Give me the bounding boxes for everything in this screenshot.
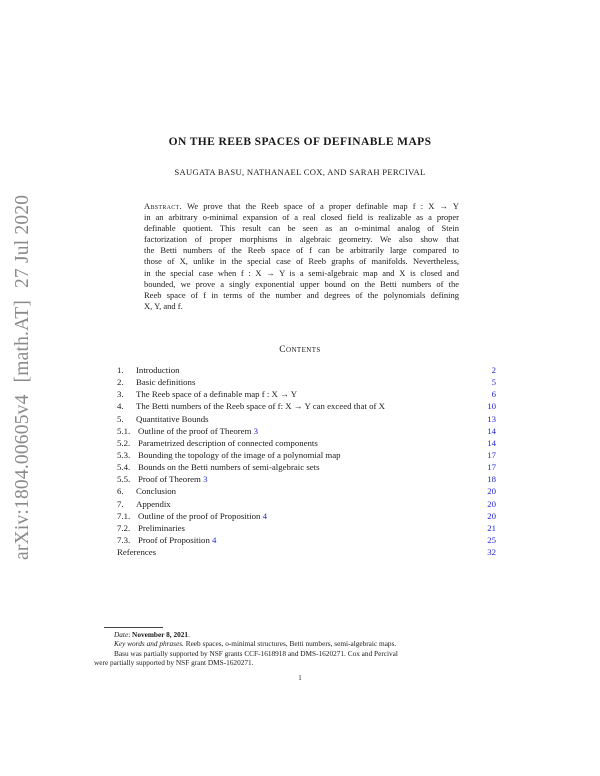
- toc-entry[interactable]: [117, 376, 496, 388]
- abstract-line: in an arbitrary o-minimal expansion of a real closed field is realizable as a proper: [144, 212, 459, 223]
- abstract-line: those of X, unlike in the special case of Reeb graphs of manifolds. Nevertheless,: [144, 256, 459, 267]
- paper-title: ON THE REEB SPACES OF DEFINABLE MAPS: [168, 136, 432, 148]
- toc-entry-number: 7.: [117, 498, 124, 509]
- toc-page-link[interactable]: 32: [487, 547, 496, 558]
- toc-entry[interactable]: [117, 437, 496, 449]
- footnote-funding-cont: were partially supported by NSF grant DMS-1620271.: [94, 658, 254, 668]
- abstract-line: X, Y, and f.: [144, 300, 183, 311]
- toc-entry-number: 5.3.: [117, 449, 131, 460]
- toc-entry[interactable]: [117, 425, 496, 437]
- abstract-label: Abstract.: [144, 201, 182, 211]
- toc-entry-title: Proof of Proposition 4: [138, 534, 217, 545]
- toc-page-link[interactable]: 20: [487, 498, 496, 509]
- footnote-date: Date: November 8, 2021.: [114, 630, 190, 639]
- toc-entry-title: The Reeb space of a definable map f : X → Y: [136, 389, 298, 400]
- abstract-line: in the special case when f : X → Y is a semi-algebraic map and X is closed and: [144, 267, 459, 278]
- toc-entry-title: Introduction: [136, 365, 180, 375]
- arxiv-category: [math.AT]: [12, 299, 33, 383]
- cross-reference-link[interactable]: 3: [253, 425, 259, 436]
- abstract-line: bounded, we prove a singly exponential upper bound on the Betti numbers of the: [144, 278, 459, 289]
- toc-entry-title: Quantitative Bounds: [136, 413, 209, 424]
- toc-entry[interactable]: [117, 400, 496, 412]
- toc-page-link[interactable]: 6: [491, 389, 496, 400]
- toc-page-link[interactable]: 17: [487, 449, 496, 460]
- toc-entry-title: Conclusion: [136, 486, 177, 497]
- toc-entry[interactable]: [117, 498, 496, 510]
- toc-entry-number: 6.: [117, 486, 124, 497]
- cross-reference-link[interactable]: 4: [212, 534, 217, 545]
- toc-entry[interactable]: [117, 413, 496, 425]
- toc-entry-title: Outline of the proof of Proposition 4: [138, 510, 268, 521]
- toc-entry-title: Bounds on the Betti numbers of semi-algebraic sets: [138, 462, 320, 473]
- toc-entry-title: Basic definitions: [136, 377, 196, 388]
- abstract-line: We prove that the Reeb space of a proper definable map f : X → Y: [186, 201, 459, 211]
- cross-reference-link[interactable]: 4: [262, 510, 268, 521]
- toc-page-link[interactable]: 5: [491, 377, 496, 388]
- footnotes: [94, 630, 496, 668]
- toc-entry-number: 4.: [117, 401, 124, 412]
- toc-page-link[interactable]: 14: [487, 425, 496, 436]
- abstract-line: the Betti numbers of the Reeb space of f can be arbitrarily large compared to: [144, 245, 459, 256]
- toc-entry-number: 7.2.: [117, 522, 131, 533]
- page-number: 1: [298, 674, 302, 682]
- contents-heading: Contents: [279, 345, 321, 355]
- toc-page-link[interactable]: 10: [487, 401, 496, 412]
- toc-entry[interactable]: [117, 473, 496, 485]
- toc-entry[interactable]: [117, 449, 496, 461]
- keywords-text: Reeb spaces, o-minimal structures, Betti numbers, semi-algebraic maps.: [185, 639, 397, 649]
- toc-entry[interactable]: [117, 364, 496, 376]
- toc-entry-title: Parametrized description of connected components: [138, 437, 318, 448]
- toc-entry-number: 5.5.: [117, 474, 131, 485]
- toc-entry-number: 7.1.: [117, 510, 131, 521]
- toc-page-link[interactable]: 20: [487, 510, 496, 521]
- abstract-line: factorization of proper morphisms in algebraic geometry. We also show that: [144, 234, 459, 245]
- arxiv-date: 27 Jul 2020: [12, 194, 33, 288]
- toc-entry[interactable]: [117, 485, 496, 497]
- cross-reference-link[interactable]: 3: [203, 474, 208, 485]
- abstract: [144, 201, 459, 312]
- toc-entry-number: 5.2.: [117, 437, 131, 448]
- toc-page-link[interactable]: 18: [487, 474, 496, 485]
- toc-entry[interactable]: [117, 546, 496, 558]
- toc-entry-number: 5.4.: [117, 462, 131, 473]
- toc-page-link[interactable]: 2: [491, 365, 496, 375]
- toc-page-link[interactable]: 14: [487, 437, 496, 448]
- toc-entry[interactable]: [117, 388, 496, 400]
- toc-entry-number: 5.1.: [117, 425, 131, 436]
- toc-entry[interactable]: [117, 510, 496, 522]
- toc-entry-number: 2.: [117, 377, 124, 388]
- toc-page-link[interactable]: 21: [487, 522, 496, 533]
- abstract-line: Reeb space of f in terms of the number and degrees of the polynomials defining: [144, 289, 459, 300]
- footnote-rule: [104, 627, 163, 628]
- toc-entry[interactable]: [117, 461, 496, 473]
- toc-entry-number: 3.: [117, 389, 124, 400]
- toc-page-link[interactable]: 13: [487, 413, 496, 424]
- toc-entry-title: Appendix: [136, 498, 171, 509]
- toc-entry-number: 7.3.: [117, 534, 131, 545]
- toc-entry-number: 5.: [117, 413, 124, 424]
- toc-entry-number: 1.: [117, 365, 124, 375]
- table-of-contents: [117, 364, 496, 558]
- toc-entry-title: Bounding the topology of the image of a polynomial map: [138, 449, 341, 460]
- footnote-funding: Basu was partially supported by NSF grants CCF-1618918 and DMS-1620271. Cox and Percival: [114, 648, 398, 658]
- arxiv-stamp: [12, 183, 34, 560]
- toc-entry-title: Proof of Theorem 3: [138, 474, 208, 485]
- toc-entry[interactable]: [117, 534, 496, 546]
- toc-entry-title: The Betti numbers of the Reeb space of f: X → Y can exceed that of X: [136, 401, 385, 412]
- toc-page-link[interactable]: 25: [487, 534, 496, 545]
- toc-page-link[interactable]: 17: [487, 462, 496, 473]
- date-value: November 8, 2021: [132, 630, 189, 639]
- toc-entry-title: Outline of the proof of Theorem 3: [138, 425, 259, 436]
- toc-entry[interactable]: [117, 522, 496, 534]
- toc-entry-title: Preliminaries: [138, 522, 185, 533]
- paper-authors: SAUGATA BASU, NATHANAEL COX, AND SARAH PERCIVAL: [174, 167, 426, 177]
- toc-entry-title: References: [117, 547, 157, 558]
- keywords-label: Key words and phrases.: [114, 639, 184, 649]
- arxiv-id: arXiv:1804.00605v4: [12, 394, 33, 560]
- toc-page-link[interactable]: 20: [487, 486, 496, 497]
- footnote-keywords: [104, 639, 496, 648]
- abstract-line: definable quotient. This result can be seen as an o-minimal analog of Stein: [144, 223, 459, 234]
